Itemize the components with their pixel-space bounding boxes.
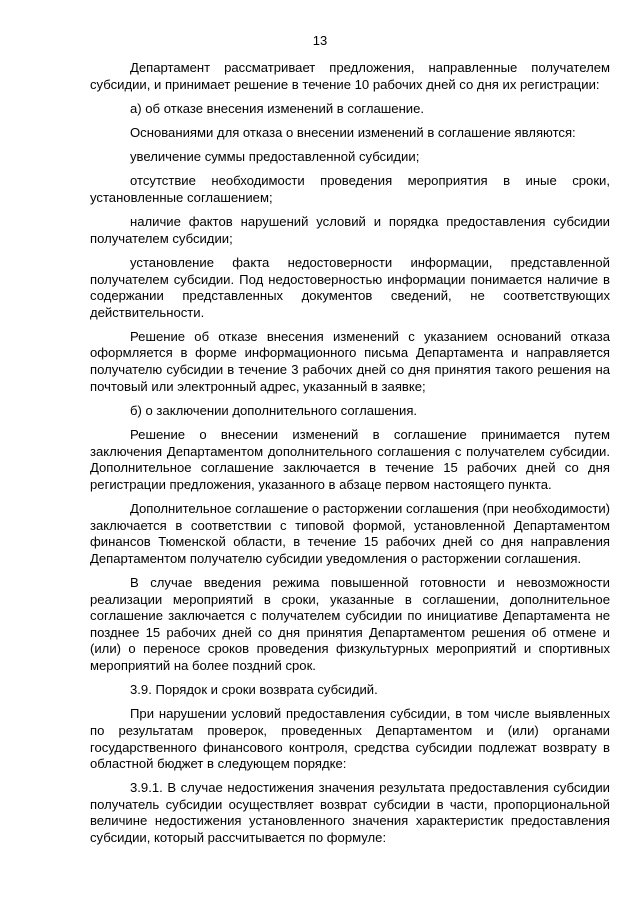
paragraph: б) о заключении дополнительного соглашения. [130, 402, 418, 418]
paragraph: увеличение суммы предоставленной субсидии; [130, 149, 420, 165]
page-number: 13 [312, 33, 328, 48]
paragraph: наличие фактов нарушений условий и порядка предоставления субсидии получателем субсидии; [90, 214, 610, 246]
paragraph: а) об отказе внесения изменений в соглашение. [130, 100, 425, 116]
paragraph: Дополнительное соглашение о расторжении соглашения (при необходимости) заключается в соответствии с типовой формой, установленной Департаментом финансов Тюменской области, в течение 15 рабочих дней со дня направления Департаментом получателю субсидии уведомления о расторжении соглашения. [90, 501, 610, 566]
paragraph: Департамент рассматривает предложения, направленные получателем субсидии, и принимает решение в течение 10 рабочих дней со дня их регистрации: [90, 60, 610, 92]
paragraph: Решение об отказе внесения изменений с указанием оснований отказа оформляется в форме информационного письма Департамента и направляется получателю субсидии в течение 3 рабочих дней со дня принятия такого решения на почтовый или электронный адрес, указанный в заявке; [90, 328, 610, 394]
paragraph: отсутствие необходимости проведения мероприятия в иные сроки, установленные соглашением; [90, 173, 610, 205]
section-heading: 3.9. Порядок и сроки возврата субсидий. [130, 682, 378, 698]
paragraph: установление факта недостоверности информации, представленной получателем субсидии. Под недостоверностью информации понимается наличие в содержании представленных документов сведений, не соответствующих действительности. [90, 254, 610, 320]
paragraph: При нарушении условий предоставления субсидии, в том числе выявленных по результатам проверок, проведенных Департаментом и (или) органами государственного финансового контроля, средства субсидии подлежат возврату в областной бюджет в следующем порядке: [90, 706, 610, 772]
paragraph: Основаниями для отказа о внесении изменений в соглашение являются: [130, 124, 576, 140]
document-body [90, 60, 610, 854]
paragraph: В случае введения режима повышенной готовности и невозможности реализации мероприятий в сроки, указанные в соглашении, дополнительное соглашение заключается с получателем субсидии по инициативе Департамента не позднее 15 рабочих дней со дня принятия Департаментом решения об отмене и (или) о переносе сроков проведения физкультурных мероприятий и спортивных мероприятий на более поздний срок. [90, 574, 610, 673]
paragraph: Решение о внесении изменений в соглашение принимается путем заключения Департаментом дополнительного соглашения с получателем субсидии. Дополнительное соглашение заключается в течение 15 рабочих дней со дня регистрации предложения, указанного в абзаце первом настоящего пункта. [90, 427, 610, 492]
paragraph: 3.9.1. В случае недостижения значения результата предоставления субсидии получатель субсидии осуществляет возврат субсидии в части, пропорциональной величине недостижения установленного значения характеристик предоставления субсидии, который рассчитывается по формуле: [90, 780, 610, 846]
